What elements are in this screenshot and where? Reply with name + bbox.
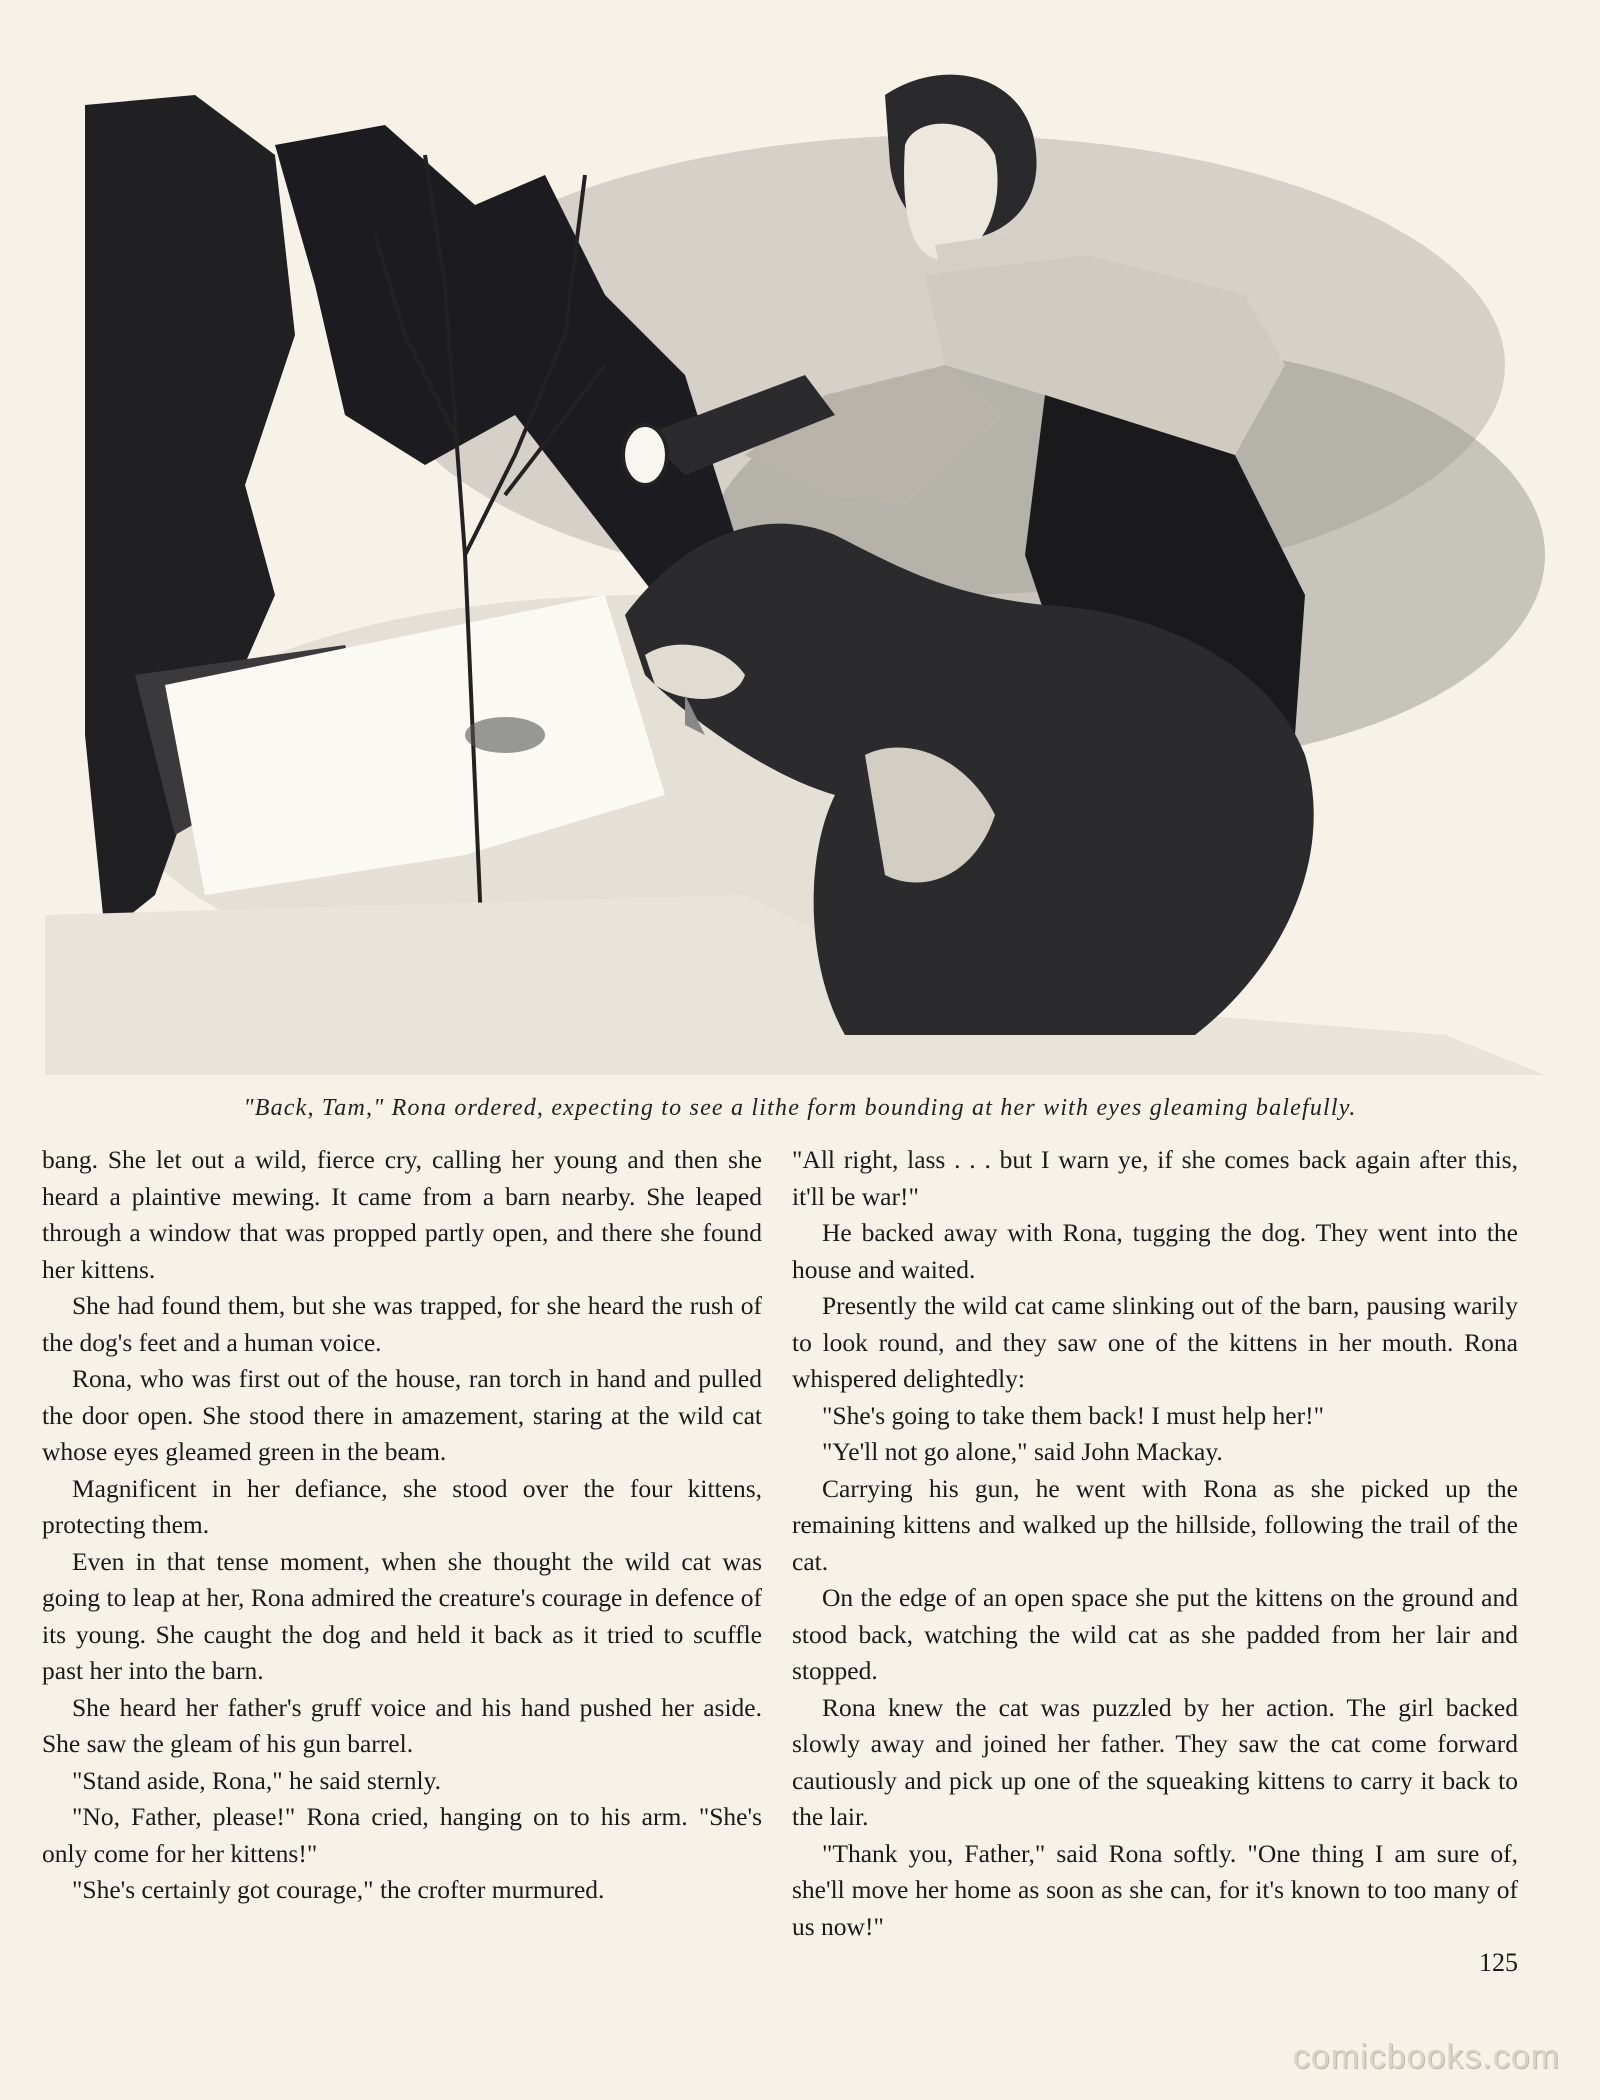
paragraph: "No, Father, please!" Rona cried, hanging on to his arm. "She's only come for her kittens!" xyxy=(42,1802,762,1868)
paragraph: On the edge of an open space she put the kittens on the ground and stood back, watching the wild cat as she padded from her lair and stopped. xyxy=(792,1583,1518,1685)
paragraph: Presently the wild cat came slinking out of the barn, pausing warily to look round, and they saw one of the kittens in her mouth. Rona whispered delightedly: xyxy=(792,1291,1518,1393)
paragraph: "Thank you, Father," said Rona softly. "One thing I am sure of, she'll move her home as soon as she can, for it's known to too many of us now!" xyxy=(792,1838,1518,1941)
paragraph: Even in that tense moment, when she thought the wild cat was going to leap at her, Rona admired the creature's courage in defence of its young. She caught the dog and held it back as it tried to scuffle past her into the barn. xyxy=(42,1546,762,1685)
paragraph: "All right, lass . . . but I warn ye, if she comes back again after this, it'll be war!" xyxy=(792,1145,1518,1211)
paragraph: Rona, who was first out of the house, ran torch in hand and pulled the door open. She stood there in amazement, staring at the wild cat whose eyes gleamed green in the beam. xyxy=(42,1364,762,1466)
watermark: comicbooks.com xyxy=(1292,2038,1560,2076)
illustration-caption: "Back, Tam," Rona ordered, expecting to see a lithe form bounding at her with eyes gleaming balefully. xyxy=(243,1095,1357,1121)
right-column xyxy=(792,1142,1518,1945)
paragraph: She had found them, but she was trapped, for she heard the rush of the dog's feet and a human voice. xyxy=(42,1291,762,1357)
paragraph: Carrying his gun, he went with Rona as she picked up the remaining kittens and walked up the hillside, following the trail of the cat. xyxy=(792,1473,1518,1576)
paragraph: Rona knew the cat was puzzled by her action. The girl backed slowly away and joined her father. They saw the cat come forward cautiously and pick up one of the squeaking kittens to carry it back to the lair. xyxy=(792,1692,1518,1831)
illustration-girl-with-torch-and-collie-icon xyxy=(45,35,1545,1075)
paragraph: "She's certainly got courage," the crofter murmured. xyxy=(72,1875,605,1904)
paragraph: bang. She let out a wild, fierce cry, calling her young and then she heard a plaintive mewing. It came from a barn nearby. She leaped through a window that was propped partly open, and there she found her kittens. xyxy=(42,1145,762,1284)
paragraph: He backed away with Rona, tugging the dog. They went into the house and waited. xyxy=(792,1218,1518,1284)
left-column xyxy=(42,1142,762,1909)
paragraph: Magnificent in her defiance, she stood over the four kittens, protecting them. xyxy=(42,1473,762,1539)
page-number: 125 xyxy=(1479,1948,1518,1977)
paragraph: She heard her father's gruff voice and his hand pushed her aside. She saw the gleam of his gun barrel. xyxy=(42,1692,762,1758)
illustration xyxy=(45,35,1545,1075)
paragraph: "Ye'll not go alone," said John Mackay. xyxy=(822,1437,1223,1466)
paragraph: "Stand aside, Rona," he said sternly. xyxy=(72,1765,442,1795)
paragraph: "She's going to take them back! I must help her!" xyxy=(822,1400,1325,1430)
